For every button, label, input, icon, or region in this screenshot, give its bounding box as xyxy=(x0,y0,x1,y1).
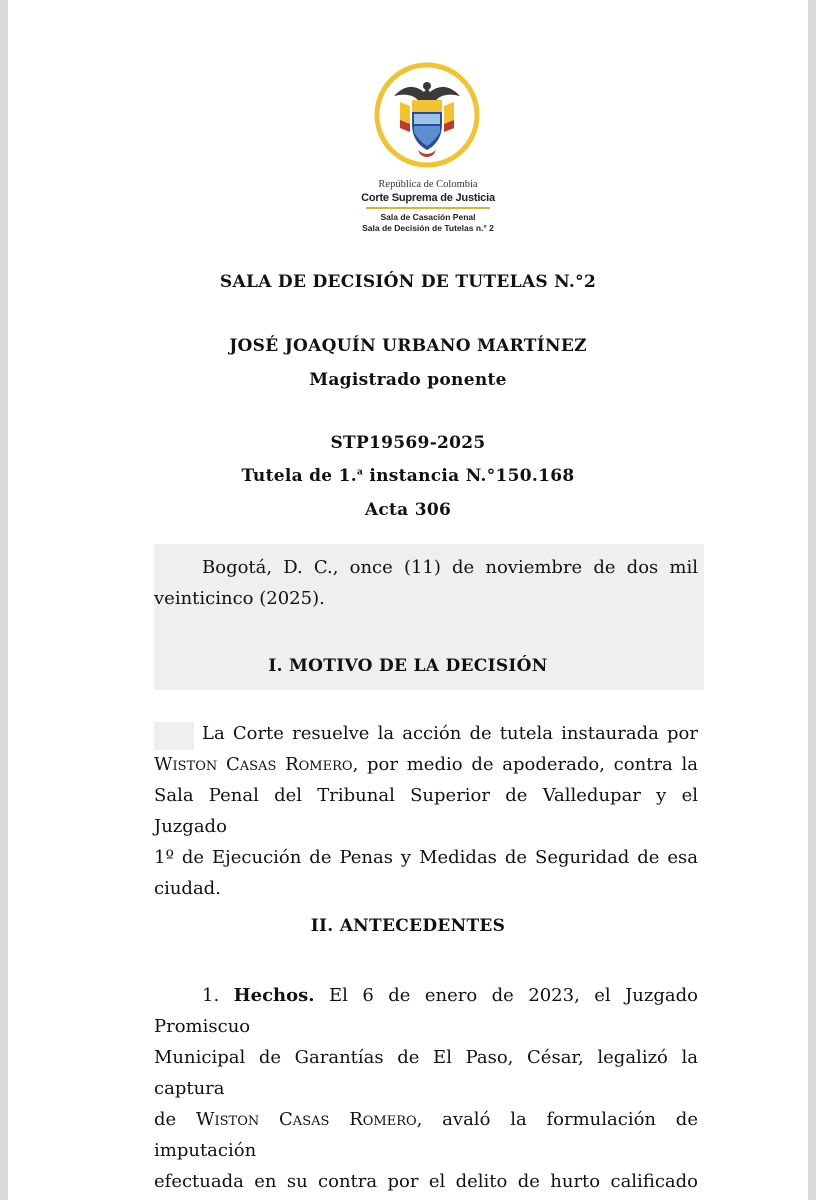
acta: Acta 306 xyxy=(364,500,452,520)
item-number: 1. xyxy=(202,985,220,1006)
hechos-line-2: Municipal de Garantías de El Paso, César, legalizó la captura xyxy=(154,1047,698,1099)
hechos-line-3-rest: , avaló la formulación de imputación xyxy=(154,1109,698,1161)
document-page xyxy=(8,0,808,1200)
party-name: Wiston Casas Romero xyxy=(154,754,353,775)
motivo-line-3: Sala Penal del Tribunal Superior de Valledupar y el Juzgado xyxy=(154,785,698,837)
hechos-line-3-pre: de xyxy=(154,1109,196,1130)
hechos-line-4: efectuada en su contra por el delito de hurto calificado xyxy=(154,1171,698,1192)
fecha-line-2: veinticinco (2025). xyxy=(154,588,325,609)
fecha-line-1: Bogotá, D. C., once (11) de noviembre de dos mil xyxy=(202,557,698,578)
corte-text: Corte Suprema de Justicia xyxy=(361,192,495,204)
sala-casacion-text: Sala de Casación Penal xyxy=(380,212,476,222)
magistrado-role: Magistrado ponente xyxy=(309,370,507,390)
motivo-line-2-rest: , por medio de apoderado, contra la xyxy=(352,754,698,775)
magistrado-name: JOSÉ JOAQUÍN URBANO MARTÍNEZ xyxy=(229,336,587,356)
tutela-line xyxy=(8,466,808,486)
sala-title: SALA DE DECISIÓN DE TUTELAS N.°2 xyxy=(219,272,597,292)
republica-text: República de Colombia xyxy=(378,179,478,190)
hechos-label: Hechos. xyxy=(233,985,315,1006)
radicado: STP19569-2025 xyxy=(330,433,486,453)
party-name-2: Wiston Casas Romero xyxy=(195,1109,417,1130)
heading-motivo: I. MOTIVO DE LA DECISIÓN xyxy=(268,656,548,676)
gold-divider xyxy=(366,207,490,209)
tutela-sup: a xyxy=(357,467,364,478)
institution-block xyxy=(360,178,496,234)
tutela-pre: Tutela de 1. xyxy=(241,466,357,486)
motivo-paragraph xyxy=(154,718,698,904)
hechos-line-1: El 6 de enero de 2023, el Juzgado Promiscuo xyxy=(154,985,698,1037)
coat-of-arms-seal xyxy=(374,62,480,168)
fecha-paragraph xyxy=(154,552,698,614)
hechos-paragraph xyxy=(154,980,698,1197)
tutela-post: instancia N.°150.168 xyxy=(363,466,575,486)
motivo-line-5: ciudad. xyxy=(154,878,221,899)
sala-decision-text: Sala de Decisión de Tutelas n.° 2 xyxy=(362,223,494,233)
motivo-line-1: La Corte resuelve la acción de tutela instaurada por xyxy=(202,723,698,744)
motivo-line-4: 1º de Ejecución de Penas y Medidas de Seguridad de esa xyxy=(154,847,698,868)
heading-antecedentes: II. ANTECEDENTES xyxy=(310,916,506,936)
